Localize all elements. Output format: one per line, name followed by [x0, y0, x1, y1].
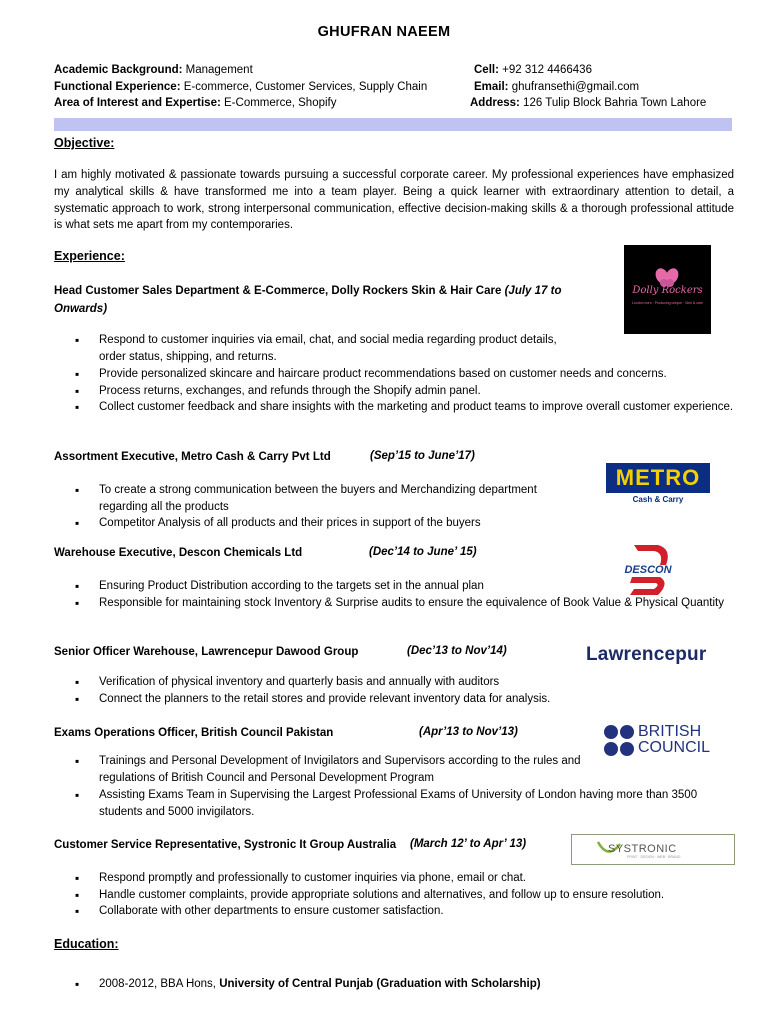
list-item: ▪ Competitor Analysis of all products and their prices in support of the buyers [54, 515, 579, 532]
academic-background: Academic Background: Management [54, 64, 253, 76]
metro-logo-text: METRO [615, 465, 701, 490]
list-item: ▪ Ensuring Product Distribution according to the targets set in the annual plan [54, 578, 734, 595]
list-item: ▪ Trainings and Personal Development of Invigilators and Supervisors according to the rules and regulations of British Council and Personal Development Program [54, 753, 584, 786]
list-item: ▪ Respond to customer inquiries via email, chat, and social media regarding product details, order status, shipping, and returns. [54, 332, 584, 365]
descon-logo [620, 543, 676, 597]
list-item: ▪ 2008-2012, BBA Hons, University of Central Punjab (Graduation with Scholarship) [54, 976, 734, 993]
british-council-logo-line2: COUNCIL [638, 739, 711, 756]
job-title: Exams Operations Officer, British Council Pakistan [54, 727, 334, 739]
education-list [54, 976, 734, 993]
lawrencepur-logo: Lawrencepur [586, 644, 707, 665]
job-bullets [54, 482, 579, 532]
functional-experience: Functional Experience: E-commerce, Customer Services, Supply Chain [54, 80, 428, 93]
british-council-logo [603, 723, 711, 759]
job-title: Warehouse Executive, Descon Chemicals Ltd [54, 547, 303, 559]
list-item: ▪ Collect customer feedback and share insights with the marketing and product teams to improve overall customer experience. [54, 399, 734, 416]
dolly-logo-text: Dolly Rockers [632, 285, 703, 296]
systronic-logo [571, 834, 735, 865]
area-of-interest: Area of Interest and Expertise: E-Commerce, Shopify [54, 97, 337, 109]
list-item: ▪ Verification of physical inventory and quarterly basis and annually with auditors [54, 674, 734, 691]
job-date: (March 12’ to Apr’ 13) [410, 838, 527, 850]
header-left [54, 62, 427, 112]
job-title: Assortment Executive, Metro Cash & Carry Pvt Ltd [54, 451, 331, 463]
header-right [470, 62, 706, 112]
experience-heading: Experience: [54, 249, 125, 263]
list-item: ▪ Collaborate with other departments to ensure customer satisfaction. [54, 903, 744, 920]
address: Address: 126 Tulip Block Bahria Town Lahore [470, 97, 707, 109]
job-date: (Sep’15 to June’17) [370, 450, 475, 462]
cell-number: Cell: +92 312 4466436 [474, 64, 592, 76]
objective-heading: Objective: [54, 136, 115, 150]
job-bullets [54, 366, 734, 416]
candidate-name: GHUFRAN NAEEM [317, 24, 451, 40]
list-item: ▪ To create a strong communication between the buyers and Merchandizing department regarding all the products [54, 482, 579, 515]
list-item: ▪ Assisting Exams Team in Supervising the Largest Professional Exams of University of London having more than 3500 students and 5000 invigilators. [54, 787, 734, 820]
header-divider-band [54, 118, 732, 131]
metro-logo-subtext: Cash & Carry [632, 495, 684, 504]
list-item: ▪ Respond promptly and professionally to customer inquiries via phone, email or chat. [54, 870, 744, 887]
job-bullets [54, 674, 734, 707]
job-title: Customer Service Representative, Systronic It Group Australia [54, 839, 397, 851]
descon-logo-text: DESCON [624, 564, 672, 576]
metro-logo [606, 463, 710, 507]
job-date: (Dec’13 to Nov’14) [407, 645, 507, 657]
british-council-dots-icon [603, 724, 637, 758]
systronic-logo-text: SYSTRONIC [608, 843, 677, 855]
education-heading: Education: [54, 937, 119, 951]
list-item: ▪ Provide personalized skincare and haircare product recommendations based on customer needs and concerns. [54, 366, 734, 383]
job-date: (Dec’14 to June’ 15) [369, 546, 477, 558]
british-council-logo-line1: BRITISH [638, 723, 702, 740]
list-item: ▪ Connect the planners to the retail stores and provide relevant inventory data for analysis. [54, 691, 734, 708]
job-bullets [54, 753, 584, 786]
objective-text: I am highly motivated & passionate towards pursuing a successful corporate career. My professional experiences have emphasized my analytical skills & have transformed me into a team player. Being a quick learner with extraordinary attention to detail, a systematic approach to work, strong interpersonal communication, effective decision-making skills & a thorough professional attitude is what sets me apart from my contemporaries. [54, 169, 734, 232]
job-title: Senior Officer Warehouse, Lawrencepur Dawood Group [54, 646, 359, 658]
job-bullets [54, 332, 584, 365]
job-date: (Apr’13 to Nov’13) [419, 726, 518, 738]
list-item: ▪ Process returns, exchanges, and refunds through the Shopify admin panel. [54, 383, 734, 400]
job-bullets [54, 870, 744, 920]
list-item: ▪ Responsible for maintaining stock Inventory & Surprise audits to ensure the equivalence of Book Value & Physical Quantity [54, 595, 734, 612]
dolly-rockers-logo [624, 245, 711, 334]
dolly-logo-subtext: London born · Producing unique · Skin & care [631, 301, 704, 305]
systronic-logo-subtext: PRINT · DESIGN · WEB · BRAND [627, 855, 681, 859]
email: Email: ghufransethi@gmail.com [474, 80, 640, 93]
job-bullets [54, 787, 734, 820]
job-date: (July 17 to Onwards) [54, 285, 562, 315]
list-item: ▪ Handle customer complaints, provide appropriate solutions and alternatives, and follow up to ensure resolution. [54, 887, 744, 904]
job-title: Head Customer Sales Department & E-Commerce, Dolly Rockers Skin & Hair Care (July 17 to Onwards) [54, 285, 562, 315]
